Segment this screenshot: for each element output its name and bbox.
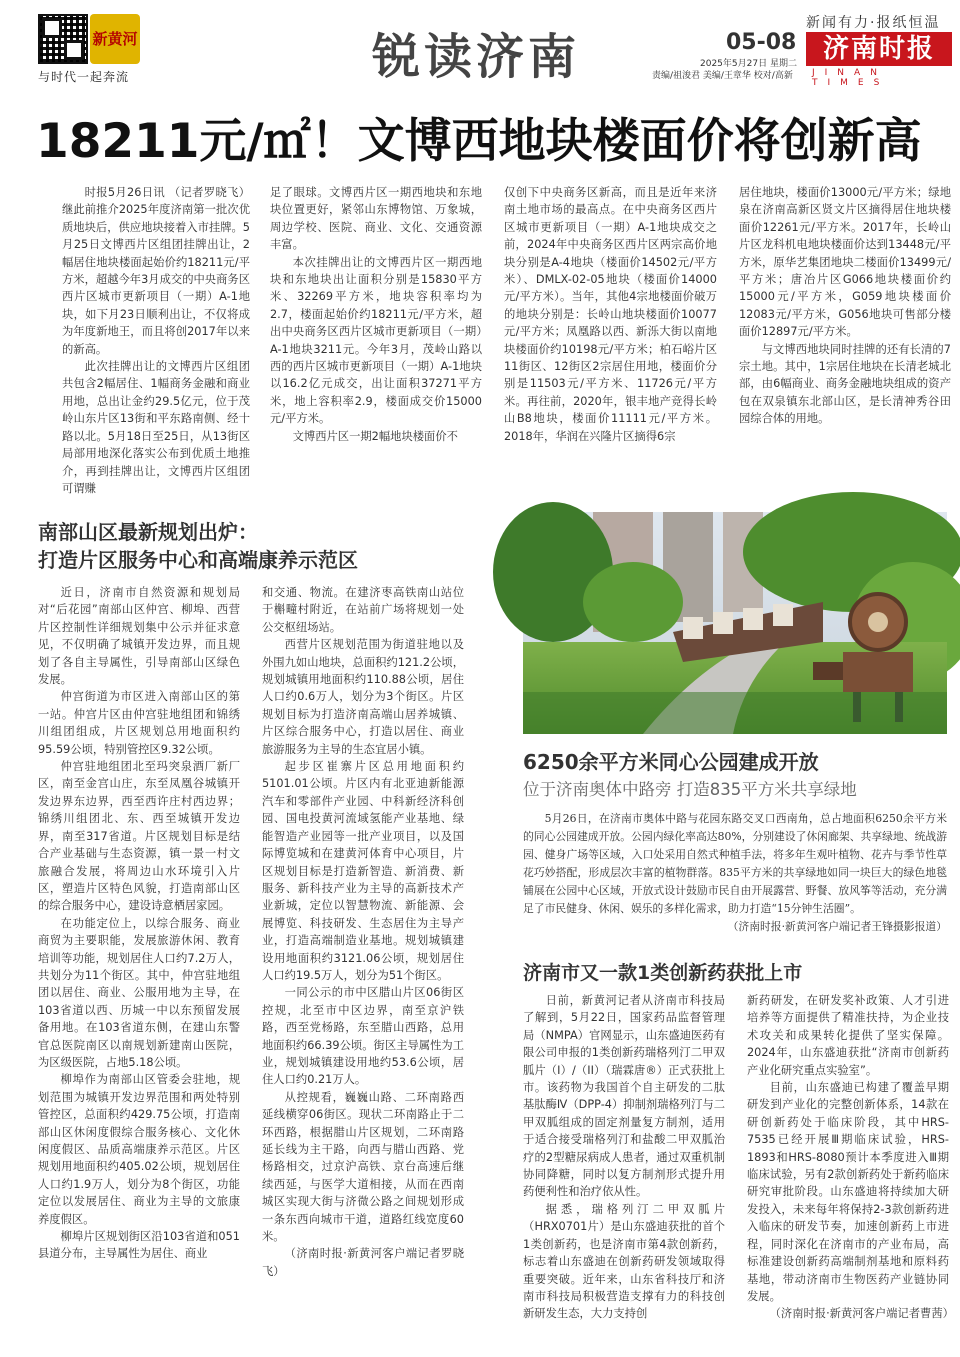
paragraph: 仲宫驻地组团北至玛突泉酒厂新厂区，南至金宫山庄，东至凤凰谷城镇开发边界东边界，西至西许庄村西边界；锦绣川组团北、东、西至城镇开发边界，南至317省道。片区规划目标是结合产业基础与生态资源，镇一景一村文旅融合发展，将周边山水环境引入片区，塑造片区特色风貌，打造南部山区的综合服务中心，建设诗意栖居家园。 [38, 760, 240, 913]
paragraph: 与文博西地块同时挂牌的还有长清的7宗土地。其中，1宗居住地块在长清老城北部，由6幅商业、商务金融地块组成的资产包在双泉镇东北部山区，是长清神秀谷田园综合体的用地。 [739, 342, 951, 426]
story4-column-2 [747, 992, 954, 1348]
lead-column-1 [62, 184, 250, 495]
story2-headline-line1: 南部山区最新规划出炉： [38, 520, 258, 544]
paragraph: 时报5月26日讯 （记者罗晓飞）继此前推介2025年度济南第一批次优质地块后，供应地块接着入市挂牌。5月25日文博西片区组团挂牌出让，2幅居住地块楼面起始价约18211元/平方米，超越今年3月成交的中央商务区西片区城市更新项目（一期）A-1地块，如下月23日顺利出让，不仅将成为年度新地王，而且将创2017年以来的新高。 [62, 186, 250, 356]
paragraph: 日前，新黄河记者从济南市科技局了解到，5月22日，国家药品监督管理局（NMPA）官网显示，山东盛迪医药有限公司申报的1类创新药瑞格列汀二甲双胍片（I）/（II）（瑞霖唐®）正式获批上市。该药物为我国首个自主研发的二肽基肽酶Ⅳ（DPP-4）抑制剂瑞格列汀与二甲双胍组成的固定剂量复方制剂，适用于适合接受瑞格列汀和盐酸二甲双胍治疗的2型糖尿病成人患者，通过双重机制协同降糖，同时以复方制剂形式提升用药便利性和治疗依从性。 [523, 994, 725, 1199]
paragraph: 柳埠作为南部山区管委会驻地，规划范围为城镇开发边界范围和两处特别管控区，总面积约429.75公顷，打造南部山区休闲度假综合服务核心、文化休闲度假区、品质高端康养示范区。片区规划用地面积约405.02公顷，规划居住人口约1.9万人，划分为8个街区，功能定位以发展居住、商业为主导的文旅康养度假区。 [38, 1073, 240, 1226]
story2-column-1 [38, 584, 240, 1344]
lead-headline: 18211元/㎡！文博西地块楼面价将创新高 [36, 114, 922, 169]
lead-column-4 [739, 184, 951, 474]
paragraph: 柳埠片区规划街区沿103省道和051县道分布，主导属性为居住、商业 [38, 1230, 240, 1261]
paragraph: 目前，山东盛迪已构建了覆盖早期研发到产业化的完整创新体系，14款在研创新药处于临床阶段，其中HRS-7535已经开展Ⅲ期临床试验，HRS-1893和HRS-8080预计本季度进入Ⅲ期临床试验，另有2款创新药处于新药临床研究审批阶段。山东盛迪将持续加大研发投入，未来每年将保持2-3款创新药进入临床的研发节奏，加速创新药上市进程，同时深化在济南市的产业布局，高标准建设创新药高端制剂基地和原料药基地，带动济南市生物医药产业链协同发展。 [747, 1081, 949, 1303]
editor-credits: 责编/祖浚君 美编/王章华 校对/高新 [652, 71, 793, 81]
story4-column-1 [523, 992, 725, 1344]
paragraph: 足了眼球。文博西片区一期西地块和东地块位置更好，紧邻山东博物馆、万象城，周边学校、医院、商业、文化、交通资源丰富。 [270, 186, 482, 252]
paragraph: 仅创下中央商务区新高，而且是近年来济南土地市场的最高点。在中央商务区西片区城市更新项目（一期）A-1地块成交之前，2024年中央商务区西片区两宗高价地块分别是A-4地块（楼面价14502元/平方米）、DMLX-02-05地块（楼面价14000元/平方米）。当年，其他4宗地楼面价破万的地块分别是：长岭山地块楼面价10077元/平方米；凤凰路以西、新泺大街以南地块楼面价约10198元/平方米；柏石峪片区11街区、12街区2宗居住用地，楼面价分别是11503元/平方米、11726元/平方米。再往前，2020年，银丰地产竞得长岭山B8地块，楼面价11111元/平方米。2018年，华润在兴隆片区摘得6宗 [504, 186, 717, 443]
story2-headline-line2: 打造片区服务中心和高端康养示范区 [38, 548, 358, 572]
paragraph: 西营片区规划范围为街道驻地以及外围九如山地块，总面积约121.2公顷，规划城镇用地面积约110.88公顷，居住人口约0.6万人，划分为3个街区。片区规划目标为打造济南高端山居养城镇、片区综合服务中心，打造以居住、商业旅游服务为主导的生态宜居小镇。 [262, 638, 464, 756]
xinhuanghe-logo: 新黄河 [90, 14, 140, 64]
paragraph: 从控规看，巍巍山路、二环南路西延线横穿06街区。现状二环南路止于二环西路，根据腊山片区规划，二环南路延长线为主干路，向西与腊山西路、党杨路相交，过京沪高铁、京台高速后继续西延，与医学大道相接，从而在西南城区实现大街与济微公路之间规划形成一条东西向城市干道，道路红线宽度60米。 [262, 1090, 464, 1244]
paragraph: 本次挂牌出让的文博西片区一期西地块和东地块出让面积分别是15830平方米、32269平方米，地块容积率均为2.7，楼面起始价约18211元/平方米，超出中央商务区西片区城市更新项目（一期）A-1地块3211元。今年3月，茂岭山路以西的西片区城市更新项目（一期）A-1地块以16.2亿元成交，出让面积37271平方米，地上容积率2.9，楼面成交价15000元/平方米。 [270, 255, 482, 426]
section-title: 锐读济南 [372, 29, 581, 85]
park-photo [523, 512, 947, 734]
story4-headline: 济南市又一款1类创新药获批上市 [523, 962, 803, 984]
paragraph: 和交通、物流。在建济枣高铁南山站位于槲疃村附近，在站前广场将规划一处公交枢纽场站。 [262, 586, 464, 634]
paper-motto: 新闻有力·报纸恒温 [806, 15, 941, 31]
paragraph: 一同公示的市中区腊山片区06街区控规，北至市中区边界，南至京沪铁路，西至党杨路，东至腊山西路，总用地面积约66.39公顷。街区主导属性为工业，规划城镇建设用地约53.6公顷，居住人口约0.21万人。 [262, 986, 464, 1087]
jinan-times-logo: 济南时报 [806, 32, 952, 66]
paragraph: 此次挂牌出让的文博西片区组团共包含2幅居住、1幅商务金融和商业用地，总出让金约29.5亿元，位于茂岭山东片区13街和平东路南侧、经十路以北。5月18日至25日，从13街区局部用地深化落实公布到优质土地推介，再到挂牌出让，文博西片区组团可谓赚 [62, 360, 250, 495]
brand-slogan: 与时代一起奔流 [38, 70, 130, 84]
paragraph: 居住地块，楼面价13000元/平方米；绿地泉在济南高新区贤文片区摘得居住地块楼面价12261元/平方米。2017年，长岭山片区龙科机电地块楼面价达到13448元/平方米，原华艺集团地块二楼面价13499元/平方米；唐冶片区G066地块楼面价约15000元/平方米，G059地块楼面价12083元/平方米，G056地块可售部分楼面价12897元/平方米。 [739, 186, 951, 339]
paragraph: 文博西片区一期2幅地块楼面价不 [292, 429, 458, 443]
qr-code-icon [38, 14, 88, 64]
story2-credit: （济南时报·新黄河客户端记者罗晓飞） [262, 1247, 464, 1278]
story2-column-2 [262, 584, 464, 1348]
story3-body [523, 810, 947, 934]
paragraph: 据悉，瑞格列汀二甲双胍片（HRX0701片）是山东盛迪获批的首个1类创新药，也是济南市第4款创新药，标志着山东盛迪在创新药研发领域取得重要突破。近年来，山东省科技厅和济南市科技局积极营造支撑有力的科技创新研发生态，大力支持创 [523, 1202, 725, 1321]
story4-credit: （济南时报·新黄河客户端记者曹茜） [769, 1307, 954, 1321]
paragraph: 仲宫街道为市区进入南部山区的第一站。仲宫片区由仲宫驻地组团和锦绣川组团组成，片区规划总用地面积约95.59公顷，特别管控区9.32公顷。 [38, 690, 240, 756]
page-number: 05-08 [726, 30, 797, 55]
story3-headline: 6250余平方米同心公园建成开放 [523, 750, 819, 774]
paragraph: 新药研发，在研发奖补政策、人才引进培养等方面提供了精准扶持，为企业技术攻关和成果转化提供了坚实保障。2024年，山东盛迪获批“济南市创新药产业化研究重点实验室”。 [747, 994, 949, 1077]
story3-credit: （济南时报·新黄河客户端记者王锋摄影报道） [727, 920, 947, 933]
lead-column-2 [270, 184, 482, 474]
story3-subheadline: 位于济南奥体中路旁 打造835平方米共享绿地 [523, 780, 857, 799]
paragraph: 5月26日，在济南市奥体中路与花园东路交叉口西南角，总占地面积6250余平方米的同心公园建成开放。公园内绿化率高达80%，分别建设了休闲廊架、共享绿地、统战游园、健身广场等区域，入口处采用自然式种植手法，将多年生观叶植物、花卉与季节性草花巧妙搭配，形成层次丰富的植物群落。835平方米的共享绿地如同一块巨大的绿色地毯铺展在公园中心区域，开放式设计鼓励市民自由开展露营、野餐、放风筝等活动，充分满足了市民健身、休闲、娱乐的多样化需求，助力打造“15分钟生活圈”。 [523, 812, 947, 915]
issue-date: 2025年5月27日 星期二 [700, 59, 797, 69]
paragraph: 在功能定位上，以综合服务、商业商贸为主要职能，发展旅游休闲、教育培训等功能，规划居住人口约7.2万人，共划分为11个街区。其中，仲宫驻地组团以居住、商业、公服用地为主导，在103省道以西、历城一中以东预留发展备用地。在103省道东侧，在建山东警官总医院南区以南规划新建南山医院，为区级医院，占地5.18公顷。 [38, 916, 240, 1069]
paragraph: 近日，济南市自然资源和规划局对“后花园”南部山区仲宫、柳埠、西营片区控制性详细规划集中公示并征求意见，不仅明确了城镇开发边界，而且规划了各自主导属性，引导南部山区绿色发展。 [38, 586, 240, 687]
lead-column-3 [504, 184, 717, 474]
paragraph: 起步区崔寨片区总用地面积约5101.01公顷。片区内有北亚迪新能源汽车和零部件产业园、中科新经济科创园、国电投黄河流域氢能产业基地、绿能智造产业园等一批产业项目，以及国际博览城和在建黄河体育中心项目，片区规划目标是打造新智造、新消费、新服务、新科技产业为主导的高新技术产业新城，定位以智慧物流、新能源、会展博览、科技研发、生态居住为主导产业，打造高端制造业基地。规划城镇建设用地面积约3121.06公顷，规划居住人口约19.5万人，划分为51个街区。 [262, 760, 464, 982]
jinan-times-english: JINAN TIMES [812, 68, 890, 88]
